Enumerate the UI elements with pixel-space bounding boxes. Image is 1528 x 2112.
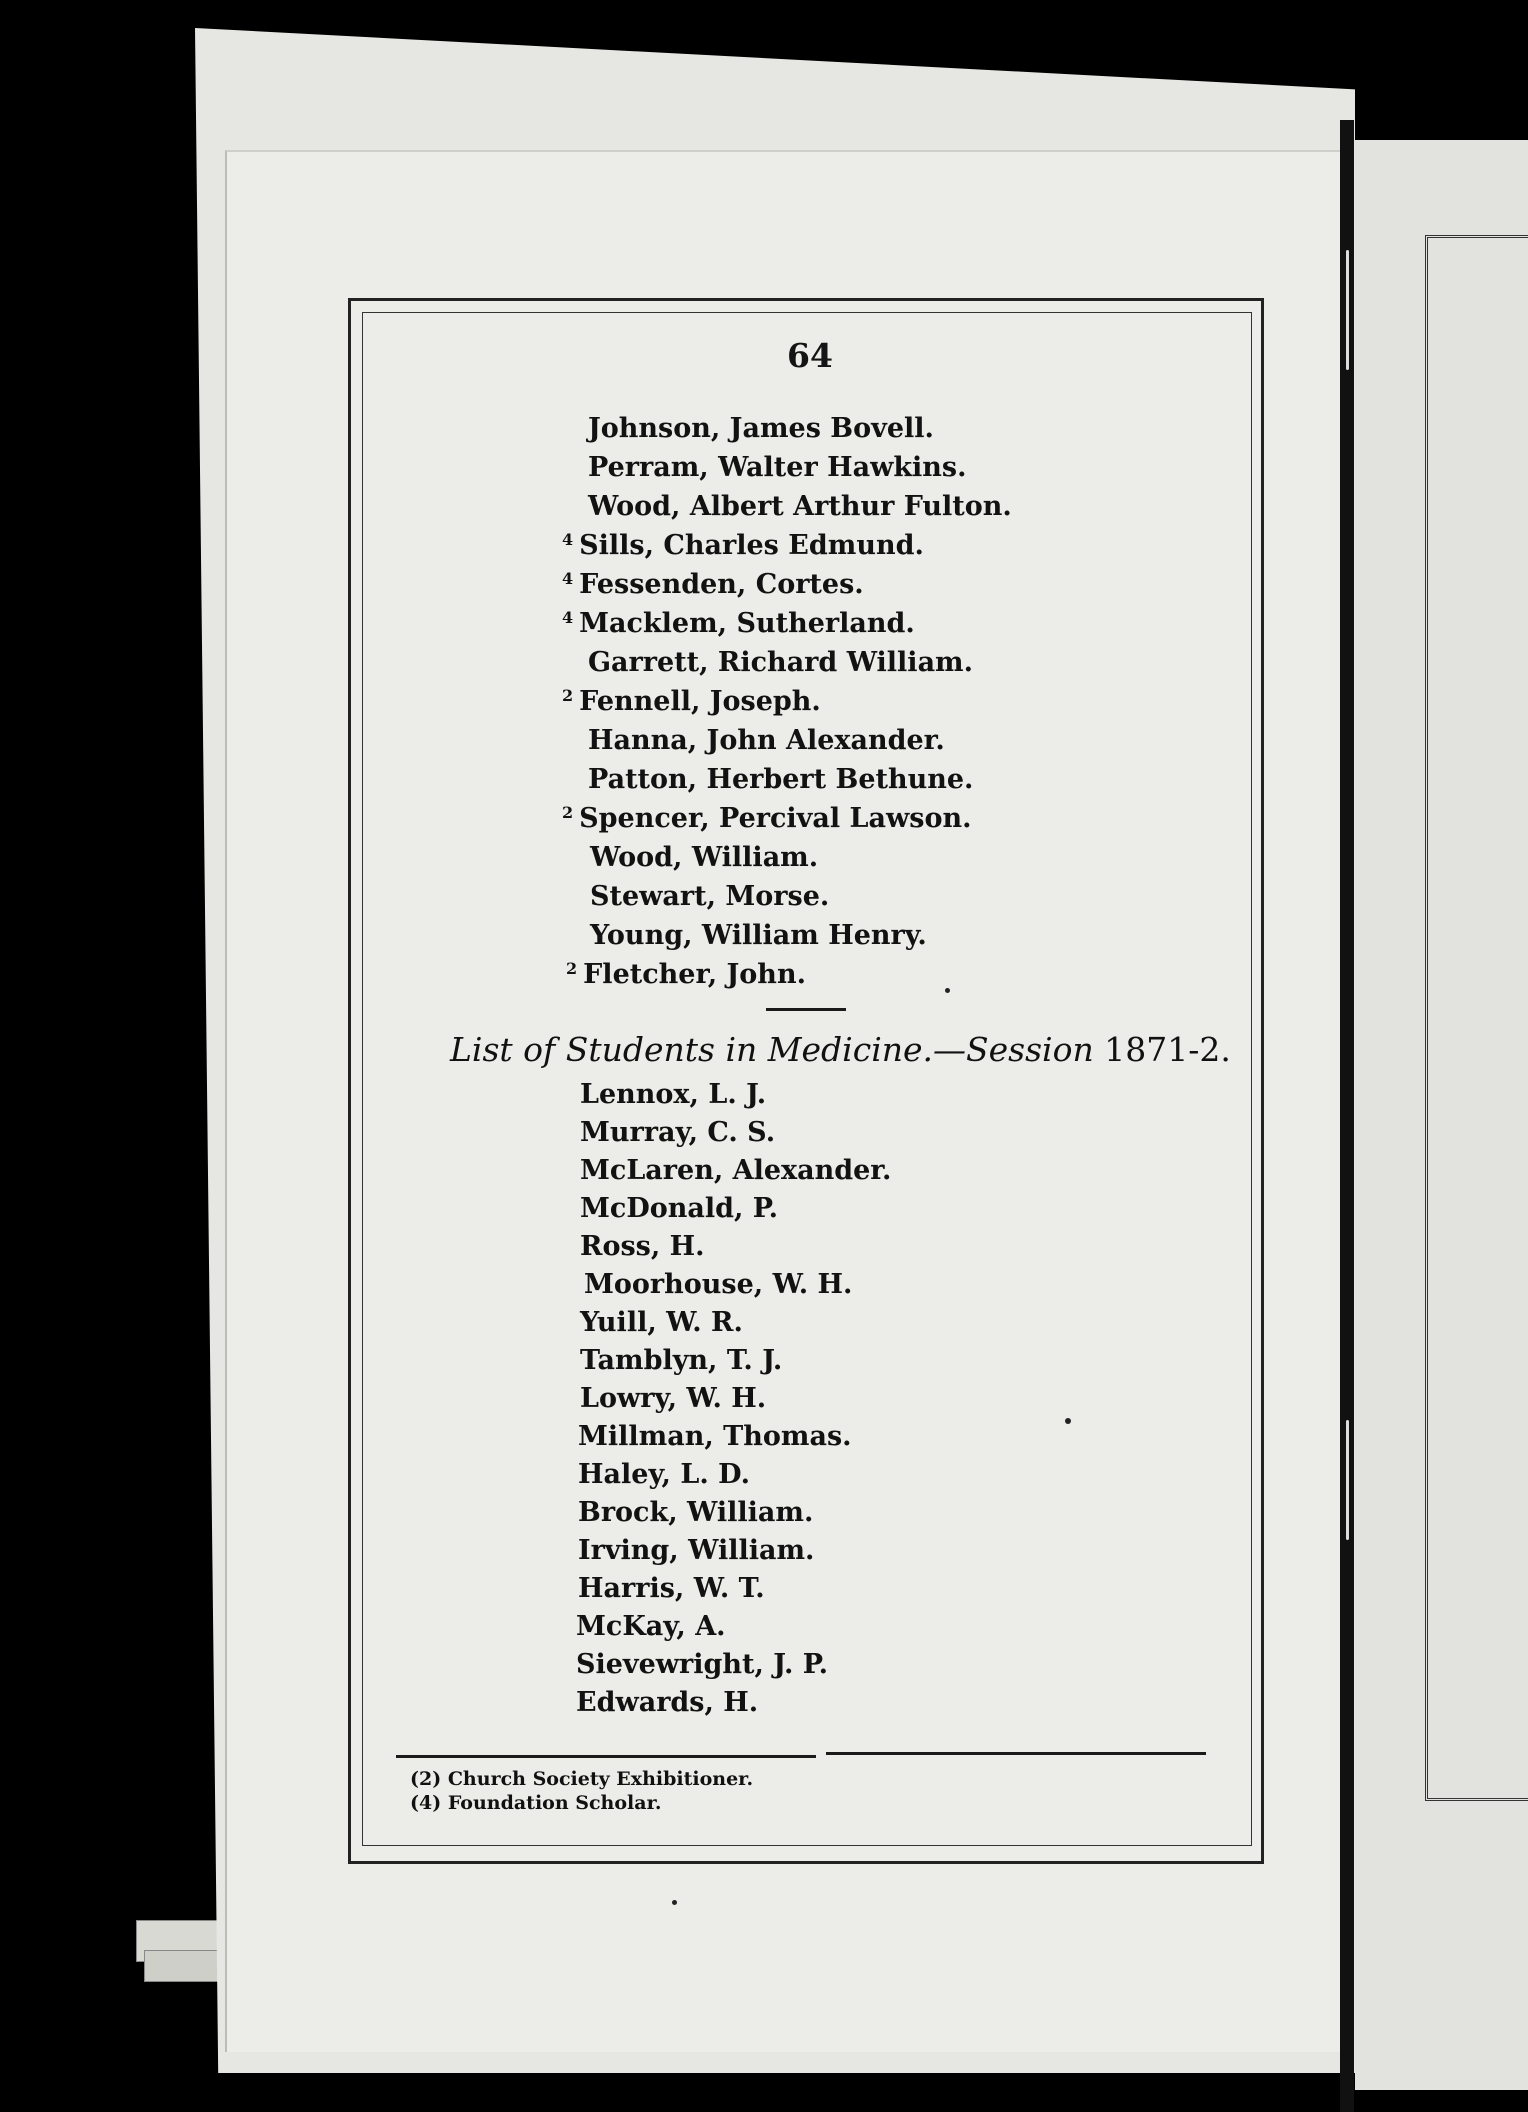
student-name: Wood, William.: [590, 842, 819, 873]
medicine-student-entry: Brock, William.: [578, 1497, 814, 1528]
footnote-mark: 4: [562, 569, 574, 588]
student-name: Young, William Henry.: [590, 920, 927, 951]
student-entry: [584, 835, 818, 875]
student-entry: [582, 484, 1012, 524]
footnote-rule: [396, 1755, 816, 1758]
student-name: Spencer, Percival Lawson.: [579, 803, 972, 834]
footnote-mark: 4: [562, 608, 574, 627]
scan-speck: [672, 1900, 677, 1905]
student-name: Patton, Herbert Bethune.: [588, 764, 974, 795]
student-entry: [562, 796, 971, 836]
student-name: Stewart, Morse.: [590, 881, 830, 912]
medicine-student-entry: Irving, William.: [578, 1535, 815, 1566]
page-number: 64: [787, 336, 833, 375]
student-name: Fennell, Joseph.: [579, 686, 821, 717]
medicine-student-entry: Ross, H.: [580, 1231, 705, 1262]
footnote-mark: 2: [566, 959, 578, 978]
medicine-section-heading: [450, 1030, 1231, 1069]
student-entry: [582, 718, 945, 758]
scan-speck: [945, 988, 950, 993]
student-entry: [566, 952, 806, 992]
student-entry: [582, 406, 934, 446]
student-entry: [584, 874, 829, 914]
medicine-student-entry: Millman, Thomas.: [578, 1421, 852, 1452]
medicine-student-entry: Murray, C. S.: [580, 1117, 776, 1148]
medicine-student-entry: Haley, L. D.: [578, 1459, 750, 1490]
footnote: (2) Church Society Exhibitioner.: [410, 1768, 754, 1790]
medicine-student-entry: McLaren, Alexander.: [580, 1155, 892, 1186]
medicine-student-entry: Moorhouse, W. H.: [584, 1269, 853, 1300]
spine-stitch: [1346, 250, 1349, 370]
medicine-student-entry: Yuill, W. R.: [580, 1307, 743, 1338]
student-entry: [582, 445, 967, 485]
facing-page-frame: [1425, 235, 1528, 1801]
student-entry: [582, 640, 973, 680]
footnote-mark: 2: [562, 803, 574, 822]
student-name: Hanna, John Alexander.: [588, 725, 945, 756]
medicine-student-entry: Edwards, H.: [576, 1687, 759, 1718]
book-spine: [1340, 120, 1354, 2112]
student-entry: [562, 562, 864, 602]
student-name: Fletcher, John.: [583, 959, 806, 990]
student-name: Johnson, James Bovell.: [588, 413, 934, 444]
spine-stitch: [1346, 1420, 1349, 1540]
medicine-student-entry: Tamblyn, T. J.: [580, 1345, 783, 1376]
medicine-student-entry: McDonald, P.: [580, 1193, 779, 1224]
session-year: 1871-2.: [1104, 1030, 1231, 1069]
student-name: Sills, Charles Edmund.: [579, 530, 924, 561]
footnote-mark: 4: [562, 530, 574, 549]
medicine-student-entry: Lowry, W. H.: [580, 1383, 767, 1414]
medicine-student-entry: McKay, A.: [576, 1611, 726, 1642]
footnote-rule: [826, 1752, 1206, 1755]
student-name: Macklem, Sutherland.: [579, 608, 915, 639]
stacked-page-edge: [144, 1950, 226, 1982]
medicine-heading-text: List of Students in Medicine.—Session: [450, 1030, 1094, 1069]
footnote-mark: 2: [562, 686, 574, 705]
student-entry: [562, 679, 821, 719]
student-entry: [562, 601, 915, 641]
student-entry: [562, 523, 924, 563]
student-name: Fessenden, Cortes.: [579, 569, 864, 600]
medicine-student-entry: Sievewright, J. P.: [576, 1649, 829, 1680]
footnote: (4) Foundation Scholar.: [410, 1792, 662, 1814]
student-name: Garrett, Richard William.: [588, 647, 974, 678]
section-divider: [766, 1008, 846, 1011]
medicine-student-entry: Lennox, L. J.: [580, 1079, 767, 1110]
student-name: Perram, Walter Hawkins.: [588, 452, 967, 483]
medicine-student-entry: Harris, W. T.: [578, 1573, 765, 1604]
student-entry: [584, 913, 927, 953]
scan-speck: [1065, 1418, 1071, 1424]
student-entry: [582, 757, 973, 797]
student-name: Wood, Albert Arthur Fulton.: [588, 491, 1012, 522]
